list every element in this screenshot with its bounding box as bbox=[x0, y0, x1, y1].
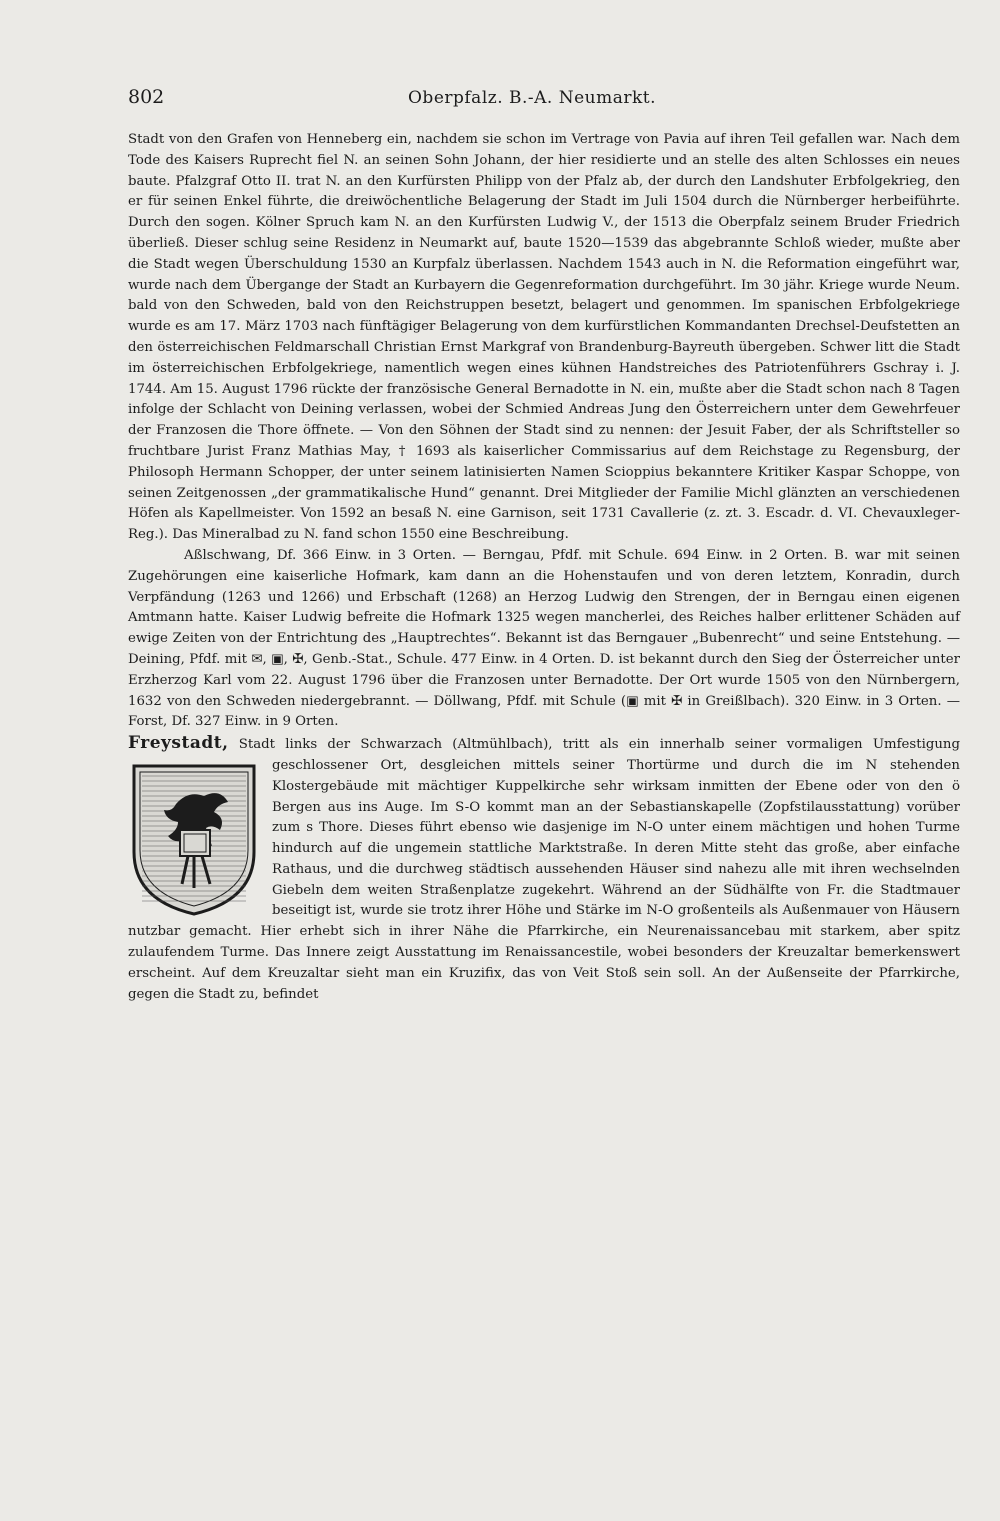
paragraph-villages: Aßlschwang, Df. 366 Einw. in 3 Orten. — Berngau, Pfdf. mit Schule. 694 Einw. in 2 Orten. B. war mit seinen Zugehörungen eine kaiserliche Hofmark, kam dann an die Hohenstaufen und von deren letztem, Konradin, durch Verpfändung (1263 und 1266) und Erbschaft (1268) an Herzog Ludwig den Strengen, der in Berngau einen eigenen Amtmann hatte. Kaiser Ludwig befreite die Hofmark 1325 wegen mancherlei, des Reiches halber erlittener Schäden auf ewige Zeiten von der Entrichtung des „Hauptrechtes“. Bekannt ist das Berngauer „Bubenrecht“ und seine Entstehung. — Deining, Pfdf. mit ✉, ▣, ✠, Genb.-Stat., Schule. 477 Einw. in 4 Orten. D. ist bekannt durch den Sieg der Österreicher unter Erzherzog Karl vom 22. August 1796 über die Franzosen unter Bernadotte. Der Ort wurde 1505 von den Nürnbergern, 1632 von den Schweden niedergebrannt. — Döllwang, Pfdf. mit Schule (▣ mit ✠ in Greißlbach). 320 Einw. in 3 Orten. — Forst, Df. 327 Einw. in 9 Orten. bbox=[128, 547, 960, 730]
freystadt-text-intro: Stadt links der Schwarzach (Altmühlbach), tritt als ein innerhalb seiner vormaligen Umfestigung geschlossener Ort, desgleichen mittels seiner Thortürme und durch die bbox=[228, 737, 960, 773]
running-title: Oberpfalz. B.-A. Neumarkt. bbox=[408, 88, 657, 108]
paragraph-neumarkt-history: Stadt von den Grafen von Henneberg ein, nachdem sie schon im Vertrage von Pavia auf ihren Teil gefallen war. Nach dem Tode des Kaisers Ruprecht fiel N. an seinen Sohn Johann, der hier residierte und an stelle des alten Schlosses ein neues baute. Pfalzgraf Otto II. trat N. an den Kurfürsten Philipp von der Pfalz ab, der durch den Landshuter Erbfolgekrieg, den er für seinen Enkel führte, die dreiwöchentliche Belagerung der Stadt im Juli 1504 durch die Nürnberger herbeiführte. Durch den sogen. Kölner Spruch kam N. an den Kurfürsten Ludwig V., der 1513 die Oberpfalz seinem Bruder Friedrich überließ. Dieser schlug seine Residenz in Neumarkt auf, baute 1520—1539 das abgebrannte Schloß wieder, mußte aber die Stadt wegen Überschuldung 1530 an Kurpfalz überlassen. Nachdem 1543 auch in N. die Reformation eingeführt war, wurde nach dem Übergange der Stadt an Kurbayern die Gegenreformation durchgeführt. Im 30 jähr. Kriege wurde Neum. bald von den Schweden, bald von den Reichstruppen besetzt, belagert und genommen. Im spanischen Erbfolgekriege wurde es am 17. März 1703 nach fünftägiger Belagerung von dem kurfürstlichen Kommandanten Drechsel-Deufstetten an den österreichischen Feldmarschall Christian Ernst Markgraf von Brandenburg-Bayreuth übergeben. Schwer litt die Stadt im österreichischen Erbfolgekriege, namentlich wegen eines kühnen Handstreiches des Patriotenführers Gschray i. J. 1744. Am 15. August 1796 rückte der französische General Bernadotte in N. ein, mußte aber die Stadt schon nach 8 Tagen infolge der Schlacht von Deining verlassen, wobei der Schmied Andreas Jung den Österreichern unter dem Gewehrfeuer der Franzosen die Thore öffnete. — Von den Söhnen der Stadt sind zu nennen: der Jesuit Faber, der als Schriftsteller so fruchtbare Jurist Franz Mathias May, † 1693 als kaiserlicher Commissarius auf dem Reichstage zu Regensburg, der Philosoph Hermann Schopper, der unter seinem latinisierten Namen Scioppius bekanntere Kritiker Kaspar Schoppe, von seinen Zeitgenossen „der grammatikalische Hund“ genannt. Drei Mitglieder der Familie Michl glänzten an verschiedenen Höfen als Kapellmeister. Von 1592 an besaß N. eine Garnison, seit 1731 Cavallerie (z. zt. 3. Escadr. d. VI. Chevauxleger-Reg.). Das Mineralbad zu N. fand schon 1550 eine Beschreibung. bbox=[128, 132, 960, 543]
freystadt-text-rest: im N stehenden Klostergebäude mit mächtiger Kuppelkirche sehr wirksam inmitten der Ebene oder von den ö Bergen aus ins Auge. Im S-O kommt man an der Sebastianskapelle (Zopfstilausstattung) vorüber zum s Thore. Dieses führt ebenso wie dasjenige im N-O unter einem mächtigen und hohen Turme hindurch auf die ungemein stattliche Marktstraße. In deren Mitte steht das große, aber einfache Rathaus, und die durchweg städtisch aussehenden Häuser sind nahezu alle mit ihren wechselnden Giebeln dem weiten Straßenplatze zugekehrt. Während an der Südhälfte von Fr. die Stadtmauer beseitigt ist, wurde sie trotz ihrer Höhe und Stärke im N-O großenteils als Außenmauer von Häusern nutzbar gemacht. Hier erhebt sich in ihrer Nähe die Pfarrkirche, ein Neurenaissancebau mit starkem, aber spitz zulaufendem Turme. Das Innere zeigt Ausstattung im Renaissancestile, wobei besonders der Kreuzaltar bemerkenswert erscheint. Auf dem Kreuzaltar sieht man ein Kruzifix, das von Veit Stoß sein soll. An der Außenseite der Pfarrkirche, gegen die Stadt zu, befindet bbox=[128, 757, 960, 1002]
page-number: 802 bbox=[128, 86, 165, 108]
page-header bbox=[128, 86, 960, 116]
page-body bbox=[128, 130, 960, 1005]
freystadt-heading: Freystadt, bbox=[128, 733, 229, 754]
coat-of-arms-icon bbox=[128, 760, 260, 918]
paragraph-freystadt bbox=[128, 733, 960, 1005]
